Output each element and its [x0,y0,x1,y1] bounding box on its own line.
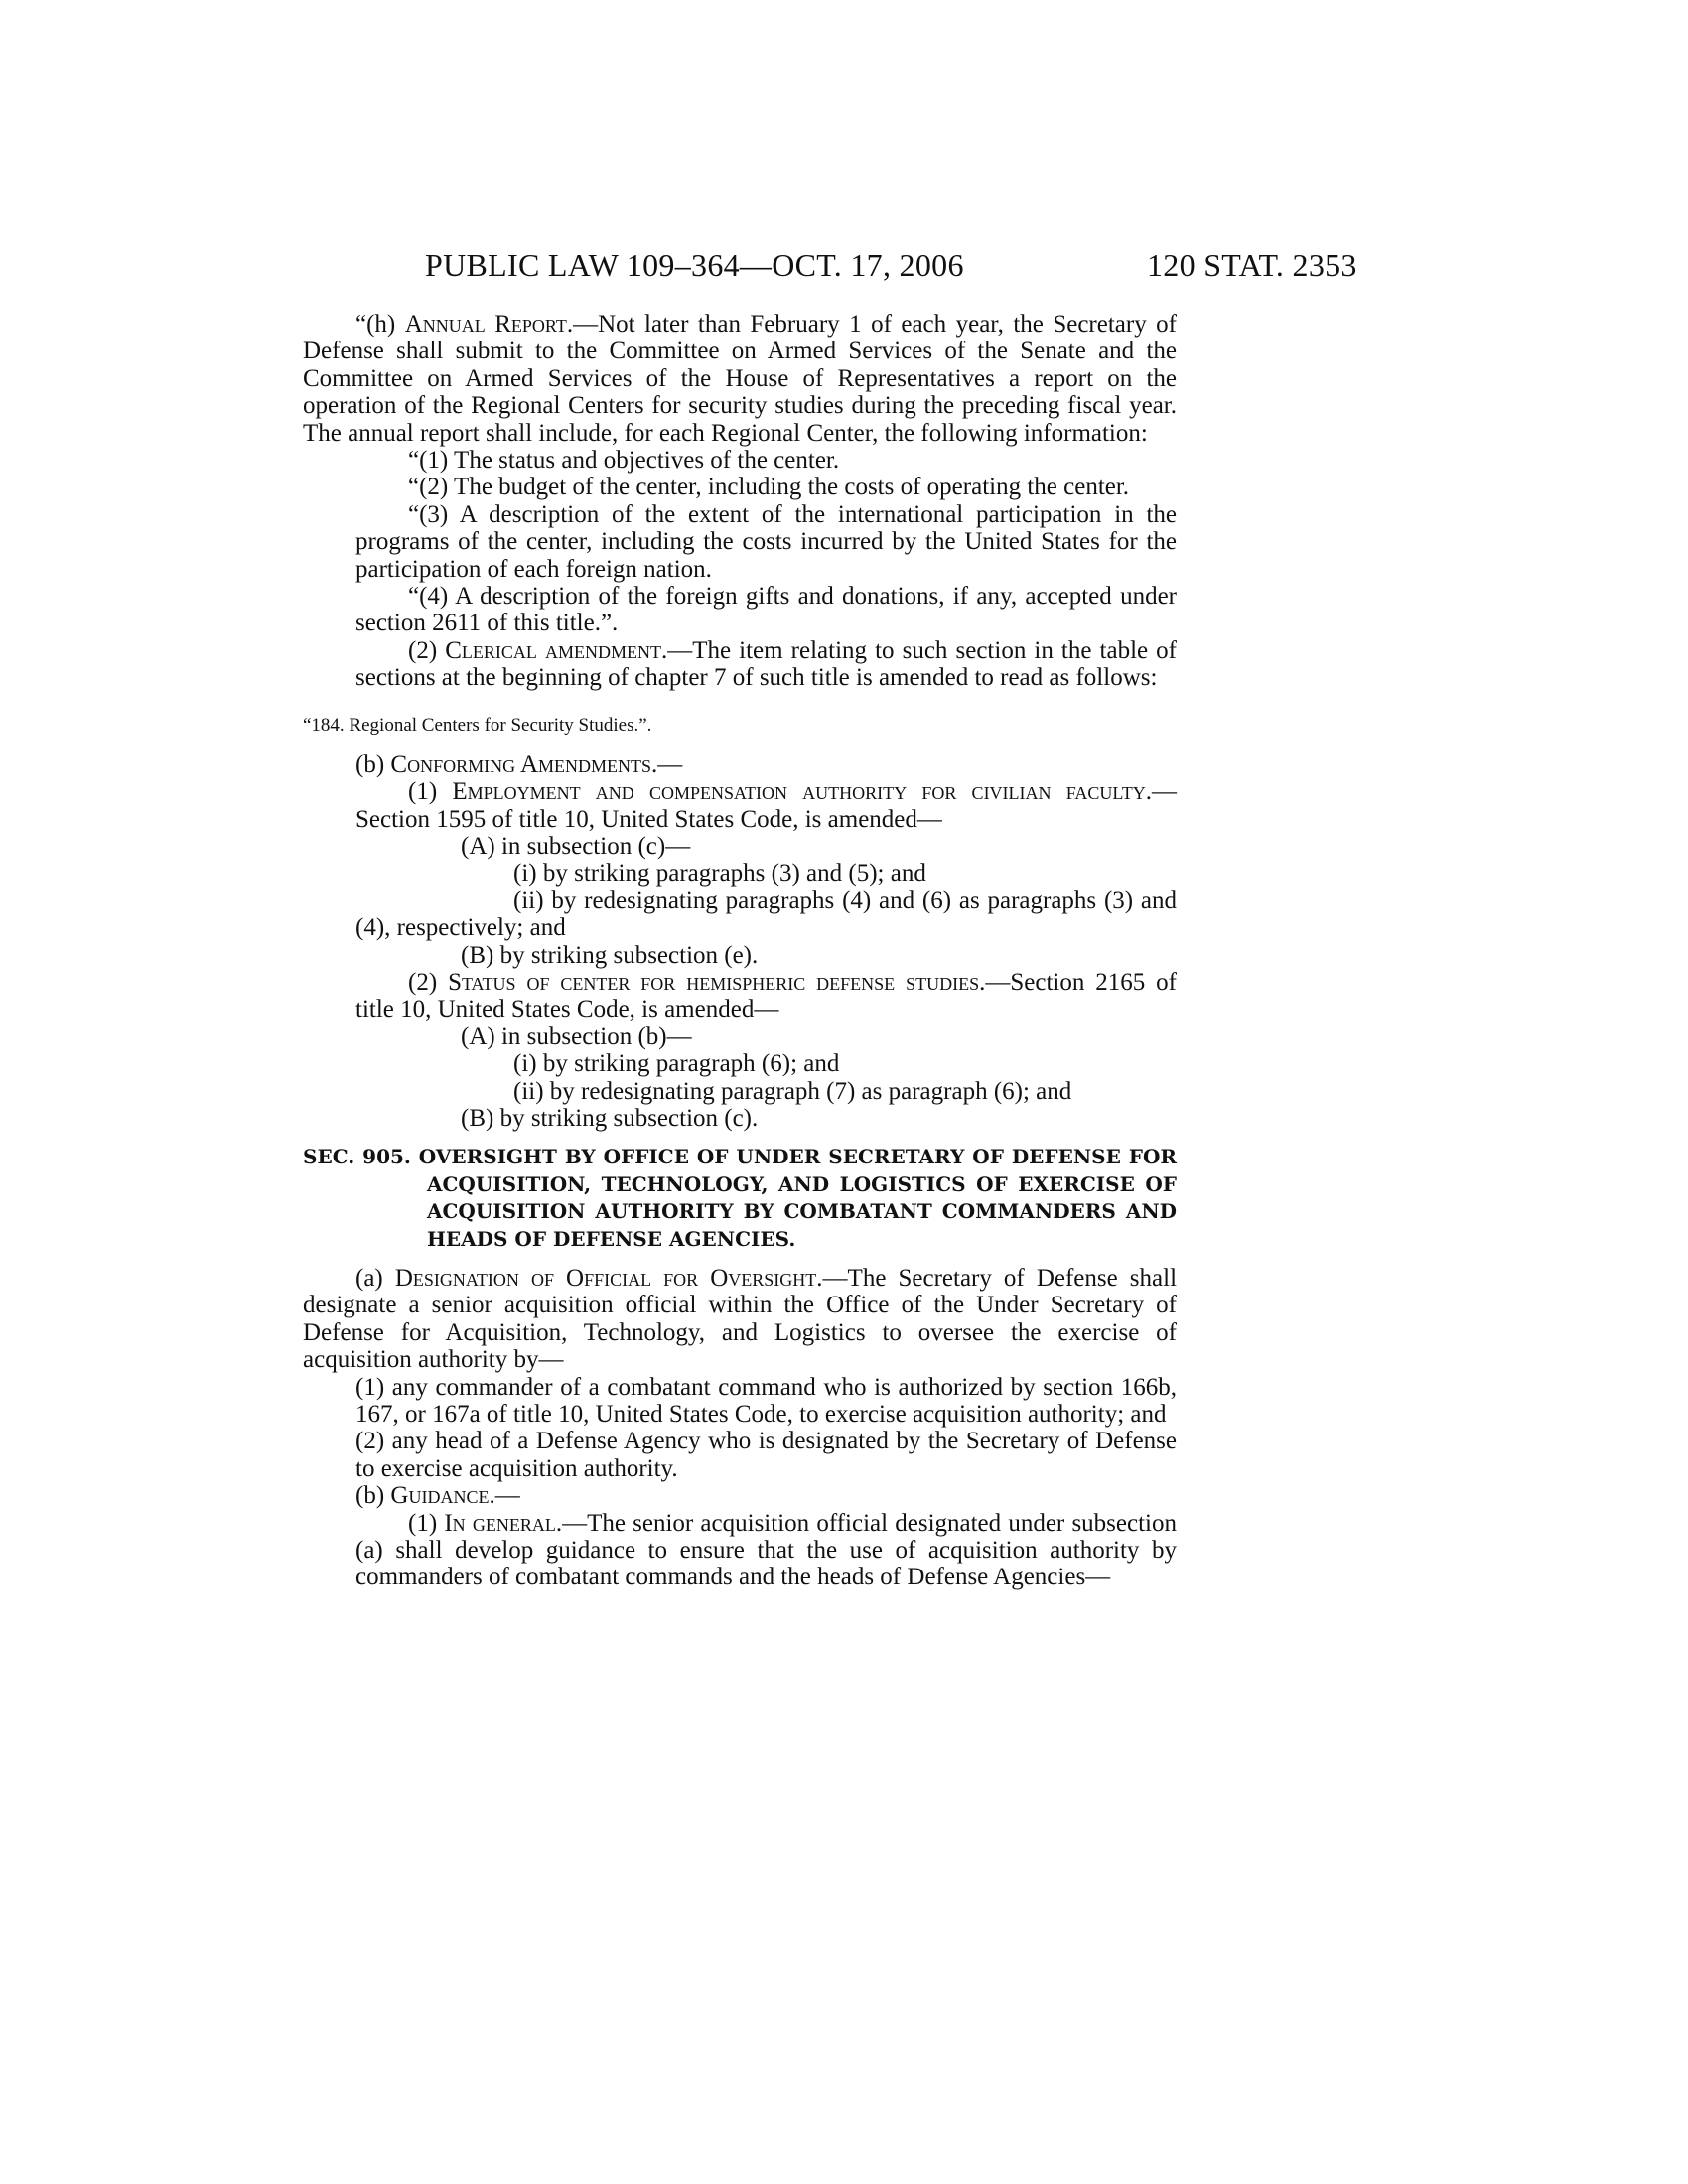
paragraph-h-3: “(3) A description of the extent of the international participation in the programs of the center, including the costs incurred by the United States for the participation of each foreign nation. [355,500,1177,583]
header-stat-page: 120 STAT. 2353 [1147,247,1357,283]
paragraph-b-2-A-i: (i) by striking paragraph (6); and [513,1050,840,1078]
paragraph-b-1-A-ii: (ii) by redesignating paragraphs (4) and (6) as paragraphs (3) and (4), respectively; and [355,887,1177,942]
paragraph-905-a: (a) Designation of Official for Oversight.—The Secretary of Defense shall designate a senior acquisition official within the Office of the Under Secretary of Defense for Acquisition, Technology, and Logistics to oversee the exercise of acquisition authority by— [303,1265,1178,1374]
paragraph-905-a-1: (1) any commander of a combatant command who is authorized by section 166b, 167, or 167a of title 10, United States Code, to exercise acquisition authority; and [355,1373,1177,1429]
paragraph-b-2-A: (A) in subsection (b)— [461,1023,692,1050]
paragraph-h-annual-report: “(h) Annual Report.—Not later than February 1 of each year, the Secretary of Defense shall submit to the Committee on Armed Services of the Senate and the Committee on Armed Services of the House of Representatives a report on the operation of the Regional Centers for security studies during the preceding fiscal year. The annual report shall include, for each Regional Center, the following information: [303,311,1177,447]
table-of-sections-item: “184. Regional Centers for Security Studies.”. [303,714,652,736]
paragraph-heading: Guidance [390,1482,490,1510]
paragraph-heading: Designation of Official for Oversight [394,1265,817,1292]
paragraph-a-2-clerical: (2) Clerical amendment.—The item relating to such section in the table of sections at the beginning of chapter 7 of such title is amended to read as follows: [355,636,1178,692]
paragraph-b-1-A: (A) in subsection (c)— [461,832,691,860]
paragraph-heading: Employment and compensation authority for civilian faculty [452,778,1146,806]
paragraph-heading: Conforming Amendments [390,751,652,778]
paragraph-b-2-A-ii: (ii) by redesignating paragraph (7) as paragraph (6); and [513,1077,1072,1105]
header-title: PUBLIC LAW 109–364—OCT. 17, 2006 [425,247,964,283]
paragraph-h-4: “(4) A description of the foreign gifts and donations, if any, accepted under section 2611 of this title.”. [355,583,1177,637]
paragraph-905-a-2: (2) any head of a Defense Agency who is designated by the Secretary of Defense to exercise acquisition authority. [355,1428,1177,1482]
paragraph-b-2: (2) Status of center for hemispheric defense studies.—Section 2165 of title 10, United States Code, is amended— [355,968,1177,1024]
paragraph-heading: Status of center for hemispheric defense studies [448,968,980,996]
paragraph-b-conforming: (b) Conforming Amendments.— [355,751,683,778]
running-header [0,245,1688,285]
section-heading-905: SEC. 905. OVERSIGHT BY OFFICE OF UNDER SECRETARY OF DEFENSE FOR ACQUISITION, TECHNOLOGY, AND LOGISTICS OF EXERCISE OF ACQUISITION AUTHORITY BY COMBATANT COMMANDERS AND HEADS OF DEFENSE AGENCIES. [303,1145,1177,1251]
paragraph-heading: In general [444,1509,556,1537]
paragraph-b-1: (1) Employment and compensation authority for civilian faculty.—Section 1595 of title 10, United States Code, is amended— [355,778,1177,833]
paragraph-b-2-B: (B) by striking subsection (c). [461,1104,759,1132]
paragraph-heading: Clerical amendment [445,636,661,664]
paragraph-905-b-1: (1) In general.—The senior acquisition official designated under subsection (a) shall develop guidance to ensure that the use of acquisition authority by commanders of combatant commands and the heads of Defense Agencies— [355,1509,1177,1591]
document-body [303,311,1177,1591]
paragraph-heading: Annual Report [404,311,567,338]
paragraph-b-1-A-i: (i) by striking paragraphs (3) and (5); and [513,860,926,887]
paragraph-905-b: (b) Guidance.— [355,1482,520,1510]
paragraph-h-1: “(1) The status and objectives of the center. [408,447,840,475]
paragraph-b-1-B: (B) by striking subsection (e). [461,941,759,969]
paragraph-h-2: “(2) The budget of the center, including the costs of operating the center. [408,474,1130,501]
